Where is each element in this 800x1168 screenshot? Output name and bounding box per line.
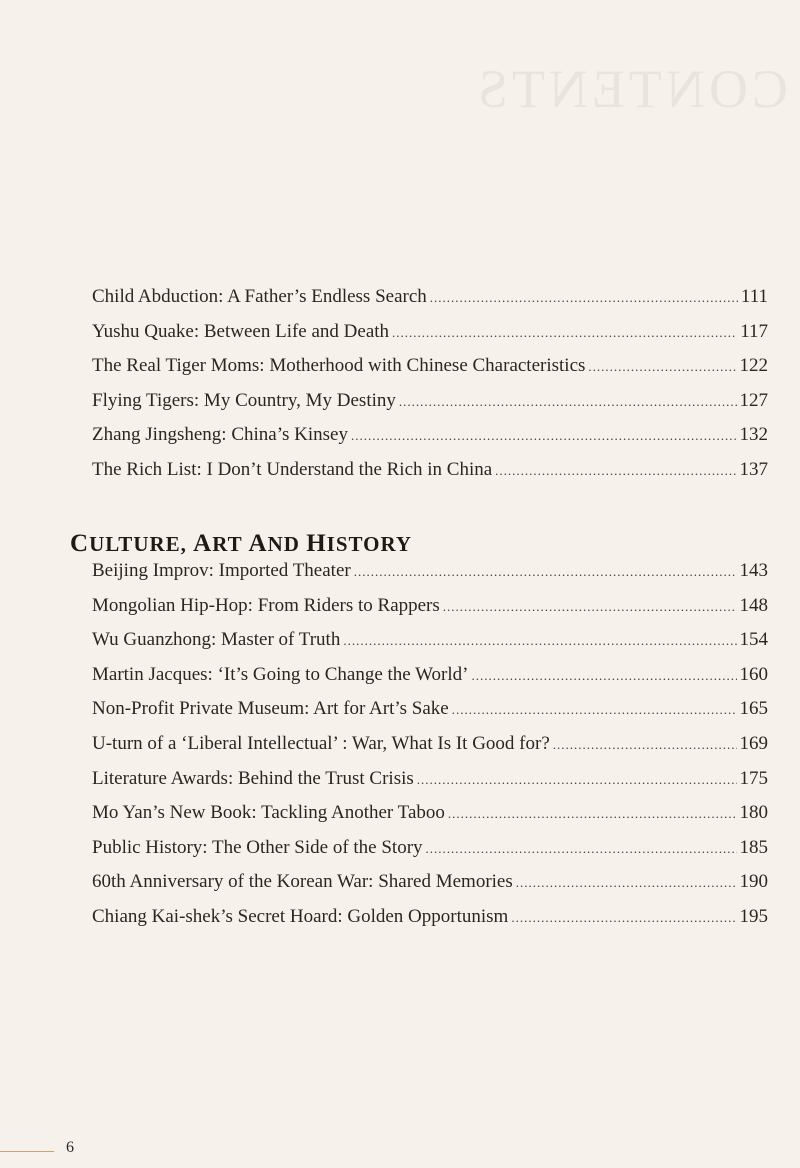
dot-leader bbox=[495, 463, 736, 479]
toc-entry[interactable] bbox=[92, 390, 768, 425]
dot-leader bbox=[511, 910, 736, 926]
entry-page-number: 169 bbox=[739, 732, 768, 754]
toc-group-2 bbox=[92, 560, 768, 941]
entry-title: Martin Jacques: ‘It’s Going to Change the World’ bbox=[92, 663, 469, 685]
entry-page-number: 190 bbox=[739, 871, 768, 893]
dot-leader bbox=[448, 806, 737, 822]
toc-entry[interactable] bbox=[92, 595, 768, 630]
entry-title: Wu Guanzhong: Master of Truth bbox=[92, 629, 341, 651]
entry-page-number: 143 bbox=[739, 560, 768, 581]
heading-initial-4: H bbox=[306, 530, 327, 557]
entry-title: 60th Anniversary of the Korean War: Shared Memories bbox=[92, 871, 513, 893]
toc-group-1 bbox=[92, 286, 768, 494]
dot-leader bbox=[392, 325, 737, 341]
dot-leader bbox=[553, 737, 737, 753]
toc-entry[interactable] bbox=[92, 768, 768, 803]
toc-entry[interactable] bbox=[92, 698, 768, 733]
toc-entry[interactable] bbox=[92, 837, 768, 872]
entry-page-number: 117 bbox=[740, 320, 768, 342]
dot-leader bbox=[516, 875, 737, 891]
toc-entry[interactable] bbox=[92, 664, 768, 699]
entry-page-number: 195 bbox=[739, 905, 768, 927]
toc-entry[interactable] bbox=[92, 629, 768, 664]
dot-leader bbox=[430, 290, 738, 306]
entry-page-number: 175 bbox=[739, 767, 768, 789]
entry-page-number: 148 bbox=[739, 594, 768, 616]
entry-title: Non-Profit Private Museum: Art for Art’s Sake bbox=[92, 698, 449, 720]
page-number: 6 bbox=[66, 1139, 74, 1156]
footer-rule bbox=[0, 1151, 54, 1152]
heading-text-2: RT bbox=[212, 532, 249, 556]
toc-entry[interactable] bbox=[92, 802, 768, 837]
table-of-contents bbox=[70, 286, 768, 927]
entry-title: Yushu Quake: Between Life and Death bbox=[92, 320, 390, 342]
dot-leader bbox=[452, 702, 737, 718]
toc-entry[interactable] bbox=[92, 286, 768, 321]
entry-title: Beijing Improv: Imported Theater bbox=[92, 560, 351, 581]
toc-entry[interactable] bbox=[92, 459, 768, 494]
entry-page-number: 185 bbox=[739, 836, 768, 858]
dot-leader bbox=[443, 599, 737, 615]
dot-leader bbox=[471, 668, 736, 684]
section-heading bbox=[70, 530, 412, 558]
toc-entry[interactable] bbox=[92, 355, 768, 390]
entry-page-number: 165 bbox=[739, 698, 768, 720]
toc-entry[interactable] bbox=[92, 424, 768, 459]
heading-text-1: ULTURE, bbox=[89, 532, 194, 556]
entry-title: Mo Yan’s New Book: Tackling Another Taboo bbox=[92, 802, 445, 824]
toc-entry[interactable] bbox=[92, 560, 768, 595]
entry-page-number: 180 bbox=[739, 802, 768, 824]
heading-text-4: ISTORY bbox=[326, 532, 413, 556]
entry-title: Child Abduction: A Father’s Endless Search bbox=[92, 286, 427, 307]
dot-leader bbox=[351, 428, 737, 444]
entry-page-number: 132 bbox=[739, 424, 768, 446]
dot-leader bbox=[588, 359, 736, 375]
entry-title: The Real Tiger Moms: Motherhood with Chinese Characteristics bbox=[92, 355, 586, 377]
entry-page-number: 127 bbox=[739, 389, 768, 411]
heading-initial-1: C bbox=[70, 530, 90, 557]
entry-page-number: 122 bbox=[739, 355, 768, 377]
entry-page-number: 160 bbox=[739, 663, 768, 685]
dot-leader bbox=[354, 564, 737, 580]
dot-leader bbox=[417, 772, 737, 788]
entry-title: U-turn of a ‘Liberal Intellectual’ : War, What Is It Good for? bbox=[92, 732, 550, 754]
entry-title: Literature Awards: Behind the Trust Crisis bbox=[92, 767, 414, 789]
entry-title: The Rich List: I Don’t Understand the Rich in China bbox=[92, 458, 493, 480]
entry-title: Mongolian Hip-Hop: From Riders to Rappers bbox=[92, 594, 440, 616]
toc-entry[interactable] bbox=[92, 906, 768, 941]
entry-page-number: 137 bbox=[739, 458, 768, 480]
toc-entry[interactable] bbox=[92, 321, 768, 356]
entry-page-number: 111 bbox=[740, 286, 768, 307]
entry-title: Public History: The Other Side of the Story bbox=[92, 836, 423, 858]
entry-title: Flying Tigers: My Country, My Destiny bbox=[92, 389, 396, 411]
entry-page-number: 154 bbox=[739, 629, 768, 651]
heading-initial-2: A bbox=[193, 530, 213, 557]
toc-entry[interactable] bbox=[92, 733, 768, 768]
toc-entry[interactable] bbox=[92, 871, 768, 906]
entry-title: Zhang Jingsheng: China’s Kinsey bbox=[92, 424, 348, 446]
dot-leader bbox=[399, 394, 737, 410]
bleed-through-contents-heading: CONTENTS bbox=[474, 59, 788, 119]
heading-text-3: ND bbox=[267, 532, 307, 556]
entry-title: Chiang Kai-shek’s Secret Hoard: Golden Opportunism bbox=[92, 905, 509, 927]
dot-leader bbox=[426, 841, 737, 857]
dot-leader bbox=[343, 633, 736, 649]
heading-initial-3: A bbox=[248, 530, 268, 557]
